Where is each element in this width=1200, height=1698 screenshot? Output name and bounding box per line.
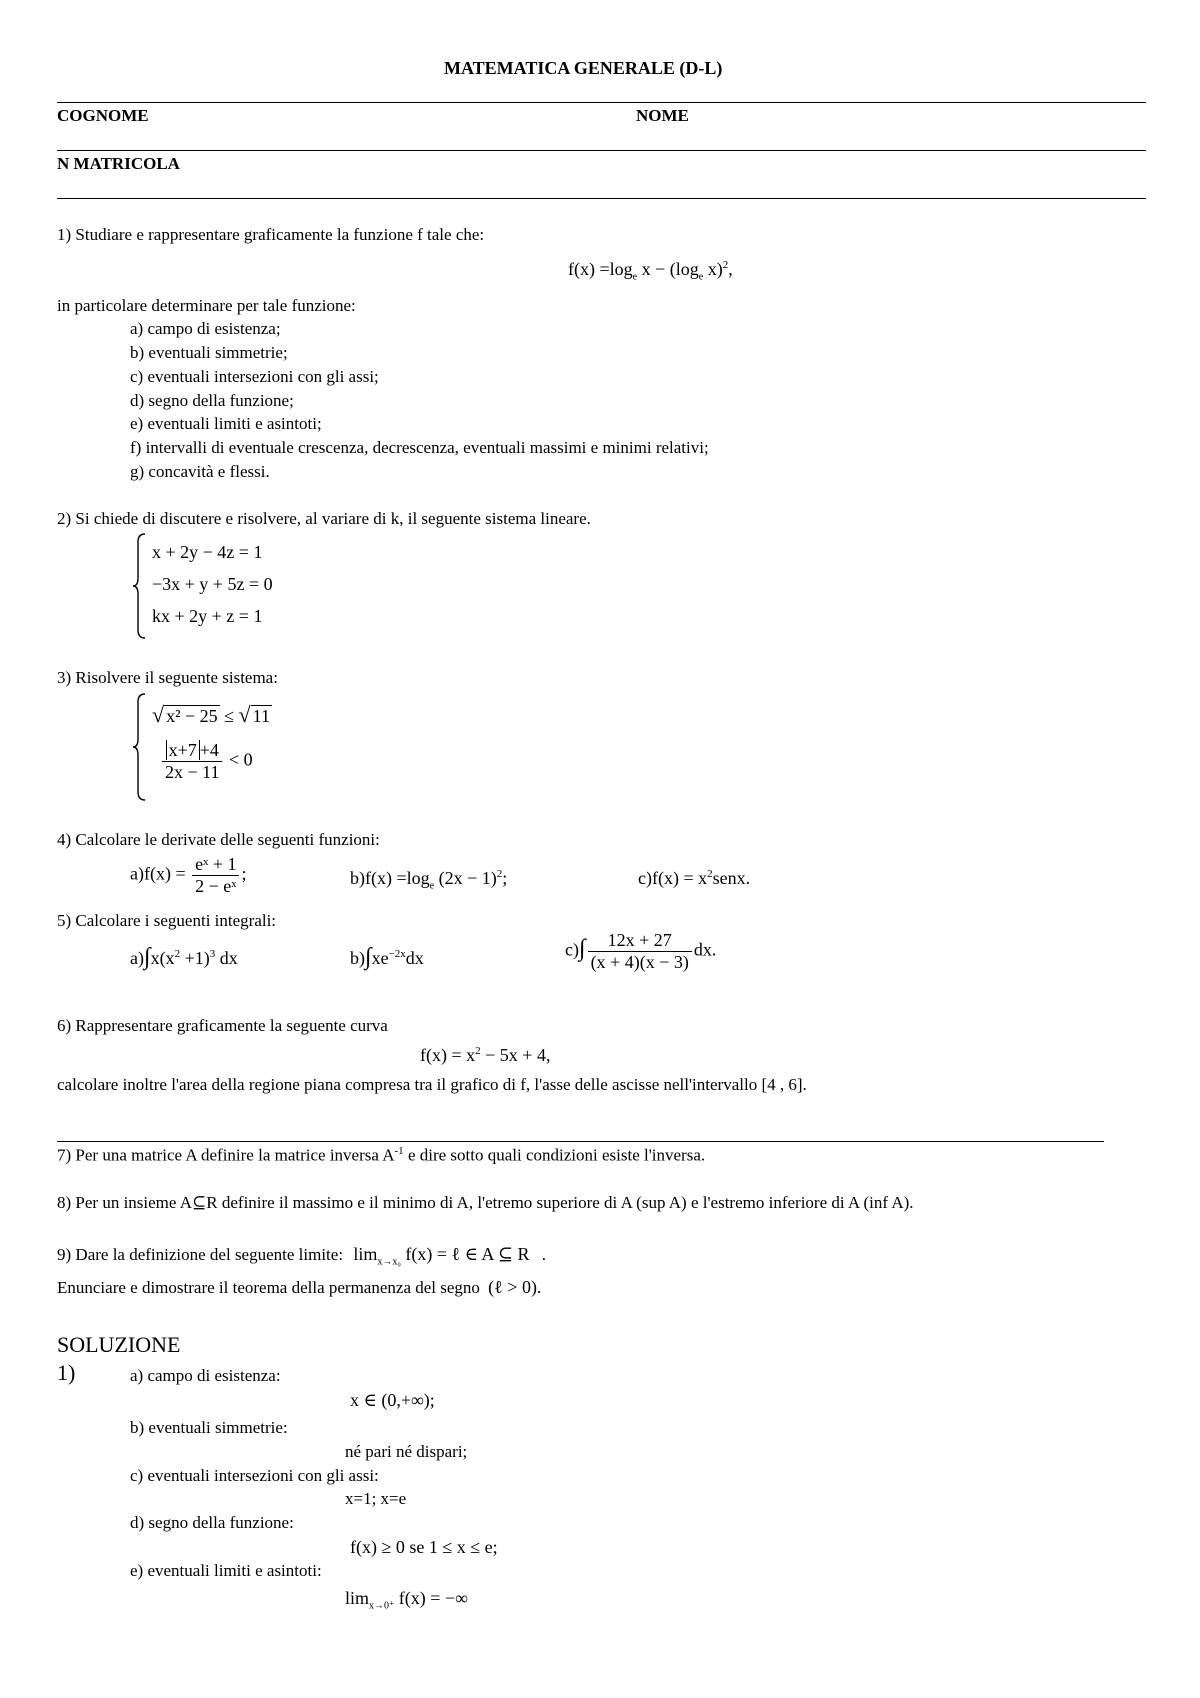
- formula-sup: -1: [394, 1145, 404, 1157]
- solution-answer: f(x) ≥ 0 se 1 ≤ x ≤ e;: [350, 1537, 498, 1557]
- limit-formula: [353, 1244, 530, 1268]
- formula-text: a): [130, 948, 144, 968]
- numerator: [163, 740, 222, 761]
- list-item: c) eventuali intersezioni con gli assi;: [130, 367, 379, 386]
- denominator: 2 − eˣ: [192, 875, 239, 897]
- list-item: b) eventuali simmetrie;: [130, 343, 288, 362]
- formula-sub: e: [632, 271, 638, 283]
- equation: −3x + y + 5z = 0: [152, 574, 273, 594]
- radicand: x² − 25: [166, 706, 218, 726]
- derivative-a: [130, 854, 246, 896]
- formula-text: a)f(x) =: [130, 863, 186, 884]
- formula-sup: 2: [707, 868, 713, 880]
- equation: x + 2y − 4z = 1: [152, 542, 263, 562]
- question-6-formula: [420, 1045, 550, 1066]
- formula-sup: 3: [209, 948, 216, 960]
- nome-label: NOME: [636, 106, 689, 125]
- question-6-tail: calcolare inoltre l'area della regione piana compresa tra il grafico di f, l'asse delle ascisse nell'intervallo [4 , 6].: [57, 1075, 807, 1094]
- question-4-intro: 4) Calcolare le derivate delle seguenti funzioni:: [57, 830, 380, 849]
- formula-text: +1): [180, 948, 210, 968]
- integral-c: [565, 930, 716, 972]
- solution-answer: né pari né dispari;: [345, 1442, 468, 1461]
- solution-answer: [345, 1588, 468, 1612]
- list-item: f) intervalli di eventuale crescenza, decrescenza, eventuali massimi e minimi relativi;: [130, 438, 709, 457]
- list-item: e) eventuali limiti e asintoti;: [130, 414, 322, 433]
- formula-text: ,: [728, 259, 733, 279]
- formula-sup: 2: [475, 1045, 481, 1057]
- question-9: [57, 1244, 546, 1268]
- list-item: d) segno della funzione;: [130, 391, 294, 410]
- denominator: 2x − 11: [162, 761, 222, 783]
- formula-text: f(x) = x: [420, 1045, 476, 1065]
- formula-text: f(x) = ℓ ∈ A ⊆ R: [400, 1244, 530, 1264]
- divider: [57, 1141, 1104, 1142]
- question-7: [57, 1145, 705, 1165]
- question-text: Enunciare e dimostrare il teorema della permanenza del segno: [57, 1278, 480, 1297]
- question-9-text2: [57, 1277, 541, 1298]
- formula-text: lim: [353, 1244, 378, 1264]
- formula-text: lim: [345, 1588, 370, 1608]
- question-3-intro: 3) Risolvere il seguente sistema:: [57, 668, 278, 687]
- cognome-label: COGNOME: [57, 106, 149, 125]
- sqrt-icon: √: [152, 702, 165, 727]
- list-item: a) campo di esistenza;: [130, 319, 281, 338]
- question-text: 7) Per una matrice A definire la matrice inversa A: [57, 1145, 395, 1165]
- formula-sup: −2x: [388, 948, 406, 960]
- formula-text: c): [565, 939, 579, 960]
- integral-icon: ∫: [365, 944, 372, 970]
- fraction: [588, 930, 692, 972]
- question-1-intro: 1) Studiare e rappresentare graficamente la funzione f tale che:: [57, 225, 485, 244]
- question-6-intro: 6) Rappresentare graficamente la seguente curva: [57, 1016, 388, 1035]
- derivative-c: [638, 868, 750, 889]
- matricola-label: N MATRICOLA: [57, 154, 180, 173]
- operator: ≤: [224, 706, 235, 726]
- solution-item: c) eventuali intersezioni con gli assi:: [130, 1466, 379, 1485]
- integral-a: [130, 944, 238, 972]
- formula-text: − 5x + 4,: [480, 1045, 551, 1065]
- brace-icon: [132, 532, 148, 640]
- solution-answer: x ∈ (0,+∞);: [350, 1390, 435, 1410]
- formula-text: (ℓ > 0).: [488, 1277, 542, 1297]
- formula-text: (2x − 1): [434, 868, 497, 888]
- operator: < 0: [228, 749, 253, 770]
- solution-item: b) eventuali simmetrie:: [130, 1418, 288, 1437]
- solution-number: 1): [57, 1360, 76, 1385]
- formula-text: dx: [215, 948, 238, 968]
- formula-sub: x→x₀: [377, 1256, 401, 1268]
- denominator: (x + 4)(x − 3): [588, 951, 692, 973]
- equation: kx + 2y + z = 1: [152, 606, 263, 626]
- formula-text: x − (log: [637, 259, 699, 279]
- formula-sub: e: [429, 880, 435, 892]
- numerator-tail: +4: [199, 740, 219, 760]
- divider: [57, 198, 1146, 199]
- question-5-intro: 5) Calcolare i seguenti integrali:: [57, 911, 277, 930]
- formula-sup: 2: [174, 948, 181, 960]
- question-text: 9) Dare la definizione del seguente limite:: [57, 1245, 344, 1264]
- question-8: 8) Per un insieme A⊆R definire il massimo e il minimo di A, l'etremo superiore di A (sup A) e l'estremo inferiore di A (inf A).: [57, 1193, 914, 1212]
- formula-text: xe: [371, 948, 389, 968]
- formula-text: ;: [502, 868, 508, 888]
- formula-text: dx.: [693, 939, 717, 960]
- formula-sub: e: [698, 271, 704, 283]
- numerator: 12x + 27: [607, 930, 672, 950]
- solution-answer: x=1; x=e: [345, 1489, 407, 1508]
- divider: [57, 150, 1146, 151]
- formula-text: f(x) =log: [568, 259, 633, 279]
- formula-text: senx.: [712, 868, 751, 888]
- page-title: MATEMATICA GENERALE (D-L): [444, 58, 723, 78]
- integral-icon: ∫: [143, 944, 151, 970]
- solution-title: SOLUZIONE: [57, 1332, 181, 1357]
- sqrt-icon: √: [238, 702, 251, 727]
- fraction: [162, 740, 222, 782]
- fraction: [192, 854, 239, 896]
- solution-item: a) campo di esistenza:: [130, 1366, 281, 1385]
- formula-sup: 2: [496, 868, 503, 880]
- formula-text: dx: [405, 948, 424, 968]
- formula-sub: x→0⁺: [369, 1600, 395, 1612]
- solution-item: d) segno della funzione:: [130, 1513, 294, 1532]
- formula-sup: 2: [722, 259, 729, 271]
- divider: [57, 102, 1146, 103]
- formula-text: x): [703, 259, 723, 279]
- radicand: 11: [252, 706, 270, 726]
- question-text: e dire sotto quali condizioni esiste l'inversa.: [403, 1145, 706, 1165]
- formula-text: x(x: [150, 948, 175, 968]
- integral-b: [350, 944, 424, 972]
- numerator: eˣ + 1: [195, 854, 237, 874]
- formula-text: ;: [241, 863, 247, 884]
- question-1-lead: in particolare determinare per tale funzione:: [57, 296, 356, 315]
- inequality-1: [152, 702, 272, 727]
- list-item: g) concavità e flessi.: [130, 462, 270, 481]
- formula-text: c)f(x) = x: [638, 868, 708, 888]
- brace-icon: [132, 692, 148, 802]
- formula-text: f(x) = −∞: [394, 1588, 468, 1608]
- question-2-intro: 2) Si chiede di discutere e risolvere, al variare di k, il seguente sistema lineare.: [57, 509, 591, 528]
- formula-text: .: [541, 1245, 547, 1264]
- inequality-2: [160, 740, 253, 782]
- integral-icon: ∫: [578, 935, 586, 962]
- formula-text: b)f(x) =log: [350, 868, 430, 888]
- solution-item: e) eventuali limiti e asintoti:: [130, 1561, 322, 1580]
- derivative-b: [350, 868, 507, 892]
- formula-text: b): [350, 948, 365, 968]
- question-1-formula: [568, 259, 733, 283]
- absolute-value: x+7: [166, 740, 200, 760]
